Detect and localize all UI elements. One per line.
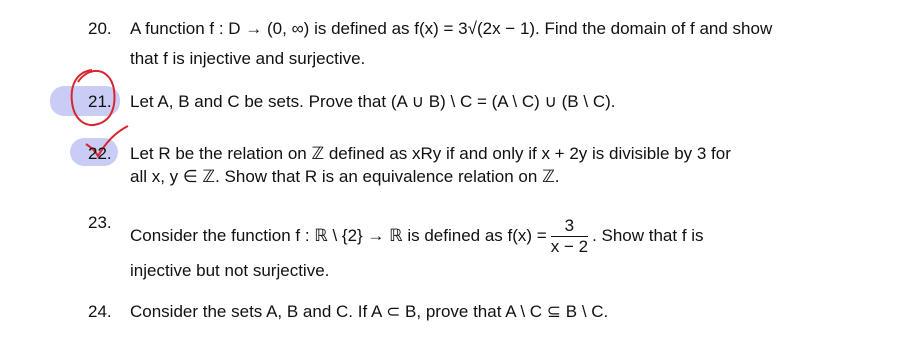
question-line: A function f : D → (0, ∞) is defined as f(x) = 3√(2x − 1). Find the domain of f and show (130, 19, 773, 38)
question-line (130, 216, 704, 257)
fraction-numerator: 3 (551, 216, 588, 237)
question-number: 23. (88, 213, 112, 232)
question-text: Consider the function f : ℝ \ {2} → ℝ is defined as f(x) = (130, 225, 547, 245)
question-line: injective but not surjective. (130, 261, 330, 280)
question-number: 24. (88, 302, 112, 321)
question-line: all x, y ∈ ℤ. Show that R is an equivalence relation on ℤ. (130, 167, 560, 186)
question-text: . Show that f is (592, 225, 704, 245)
fraction-denominator: x − 2 (550, 237, 589, 256)
question-line: Consider the sets A, B and C. If A ⊂ B, prove that A \ C ⊆ B \ C. (130, 302, 609, 321)
question-number: 21. (88, 92, 112, 111)
fraction (551, 216, 588, 257)
question-line: Let A, B and C be sets. Prove that (A ∪ B) \ C = (A \ C) ∪ (B \ C). (130, 92, 616, 111)
question-number: 22. (88, 144, 112, 163)
question-line: Let R be the relation on ℤ defined as xRy if and only if x + 2y is divisible by 3 for (130, 144, 731, 163)
question-number: 20. (88, 19, 112, 38)
question-line: that f is injective and surjective. (130, 49, 366, 68)
